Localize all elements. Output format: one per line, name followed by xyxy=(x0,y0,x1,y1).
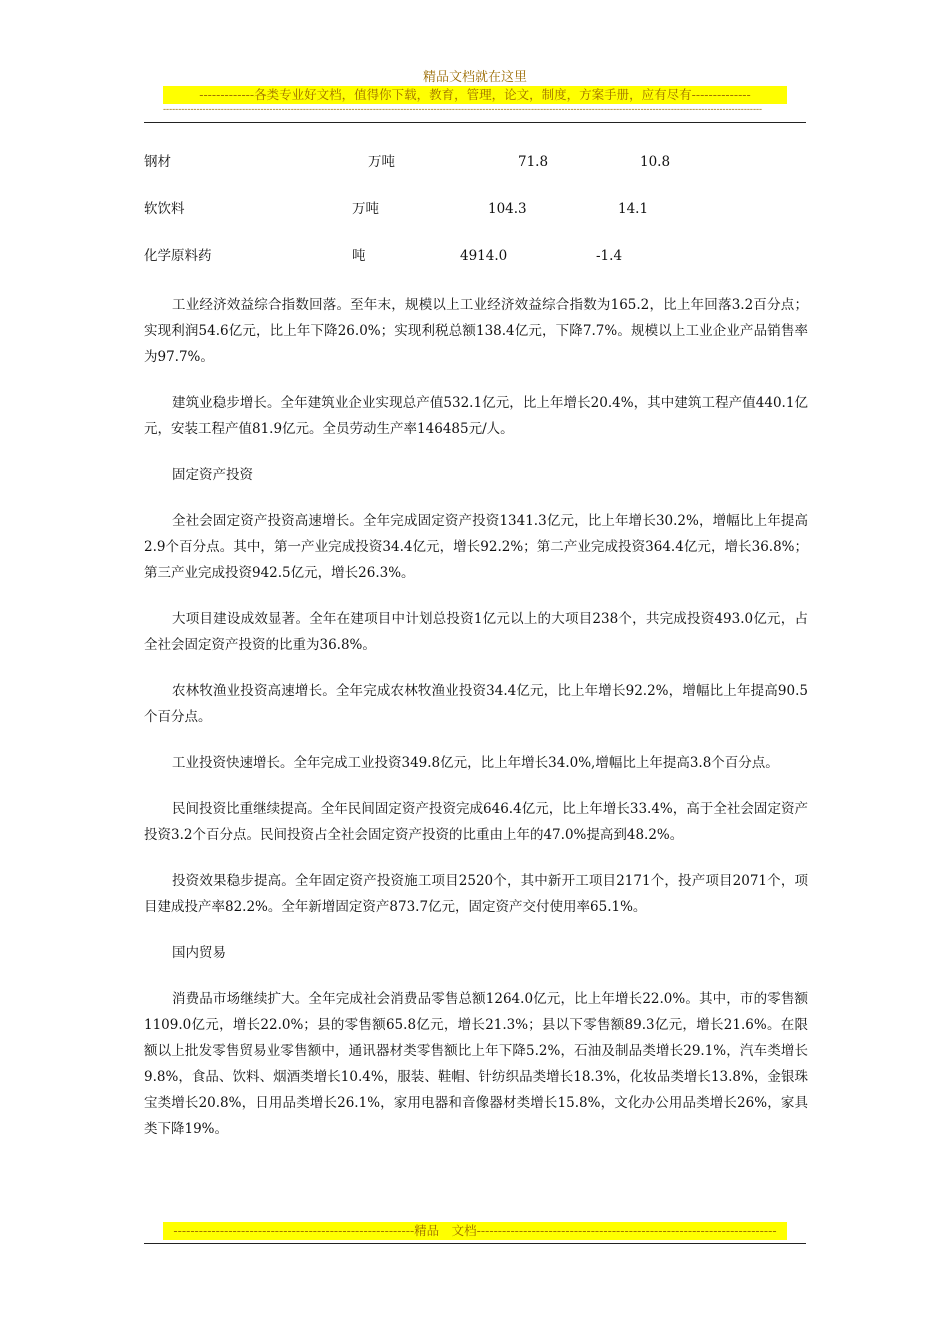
table-cell-value: 4914.0 xyxy=(460,248,508,264)
table-row xyxy=(144,199,806,219)
table-cell-growth: 10.8 xyxy=(640,154,671,170)
paragraph: 工业投资快速增长。全年完成工业投资349.8亿元，比上年增长34.0%,增幅比上年提高3.8个百分点。 xyxy=(172,755,779,771)
paragraph: 投资效果稳步提高。全年固定资产投资施工项目2520个，其中新开工项目2171个，投产项目2071个，项目建成投产率82.2%。全年新增固定资产873.7亿元，固定资产交付使用率65.1%。 xyxy=(144,873,808,915)
table-cell-growth: -1.4 xyxy=(596,248,623,264)
section-heading: 国内贸易 xyxy=(172,945,226,961)
document-body xyxy=(144,292,808,1162)
header-rule xyxy=(144,122,806,123)
header-tagline: -------------各类专业好文档，值得你下载，教育，管理，论文，制度，方案手册，应有尽有-------------- xyxy=(163,86,787,104)
table-cell-unit: 万吨 xyxy=(352,201,379,217)
table-cell-name: 化学原料药 xyxy=(144,248,212,264)
header-dashes: ----------------------------------------------------------------------------------------------------------------------------------------------------------------------------------------------------- xyxy=(163,105,763,115)
footer-rule xyxy=(144,1243,806,1244)
table-row xyxy=(144,152,806,172)
table-cell-value: 71.8 xyxy=(518,154,549,170)
paragraph: 农林牧渔业投资高速增长。全年完成农林牧渔业投资34.4亿元，比上年增长92.2%，增幅比上年提高90.5个百分点。 xyxy=(144,683,808,725)
paragraph: 建筑业稳步增长。全年建筑业企业实现总产值532.1亿元，比上年增长20.4%，其中建筑工程产值440.1亿元，安装工程产值81.9亿元。全员劳动生产率146485元/人。 xyxy=(144,395,808,437)
table-row xyxy=(144,246,806,266)
table-cell-name: 钢材 xyxy=(144,154,171,170)
paragraph: 全社会固定资产投资高速增长。全年完成固定资产投资1341.3亿元，比上年增长30.2%，增幅比上年提高2.9个百分点。其中，第一产业完成投资34.4亿元，增长92.2%；第二产业完成投资364.4亿元，增长36.8%；第三产业完成投资942.5亿元，增长26.3%。 xyxy=(144,513,808,581)
section-heading: 固定资产投资 xyxy=(172,467,253,483)
table-cell-value: 104.3 xyxy=(488,201,527,217)
table-cell-growth: 14.1 xyxy=(618,201,649,217)
footer-banner: ---------------------------------------------------------精品 文档----------------------------------------------------------------------- xyxy=(163,1222,787,1240)
paragraph: 民间投资比重继续提高。全年民间固定资产投资完成646.4亿元，比上年增长33.4%，高于全社会固定资产投资3.2个百分点。民间投资占全社会固定资产投资的比重由上年的47.0%提高到48.2%。 xyxy=(144,801,808,843)
header-title: 精品文档就在这里 xyxy=(422,70,527,85)
paragraph: 消费品市场继续扩大。全年完成社会消费品零售总额1264.0亿元，比上年增长22.0%。其中，市的零售额1109.0亿元，增长22.0%；县的零售额65.8亿元，增长21.3%；县以下零售额89.3亿元，增长21.6%。在限额以上批发零售贸易业零售额中，通讯器材类零售额比上年下降5.2%，石油及制品类增长29.1%，汽车类增长9.8%，食品、饮料、烟酒类增长10.4%，服装、鞋帽、针纺织品类增长18.3%，化妆品类增长13.8%，金银珠宝类增长20.8%，日用品类增长26.1%，家用电器和音像器材类增长15.8%，文化办公用品类增长26%，家具类下降19%。 xyxy=(144,991,808,1137)
table-cell-unit: 吨 xyxy=(352,248,366,264)
table-cell-unit: 万吨 xyxy=(368,154,395,170)
paragraph: 工业经济效益综合指数回落。至年末，规模以上工业经济效益综合指数为165.2，比上年回落3.2百分点；实现利润54.6亿元，比上年下降26.0%；实现利税总额138.4亿元，下降7.7%。规模以上工业企业产品销售率为97.7%。 xyxy=(144,297,808,365)
paragraph: 大项目建设成效显著。全年在建项目中计划总投资1亿元以上的大项目238个，共完成投资493.0亿元，占全社会固定资产投资的比重为36.8%。 xyxy=(144,611,808,653)
table-cell-name: 软饮料 xyxy=(144,201,185,217)
